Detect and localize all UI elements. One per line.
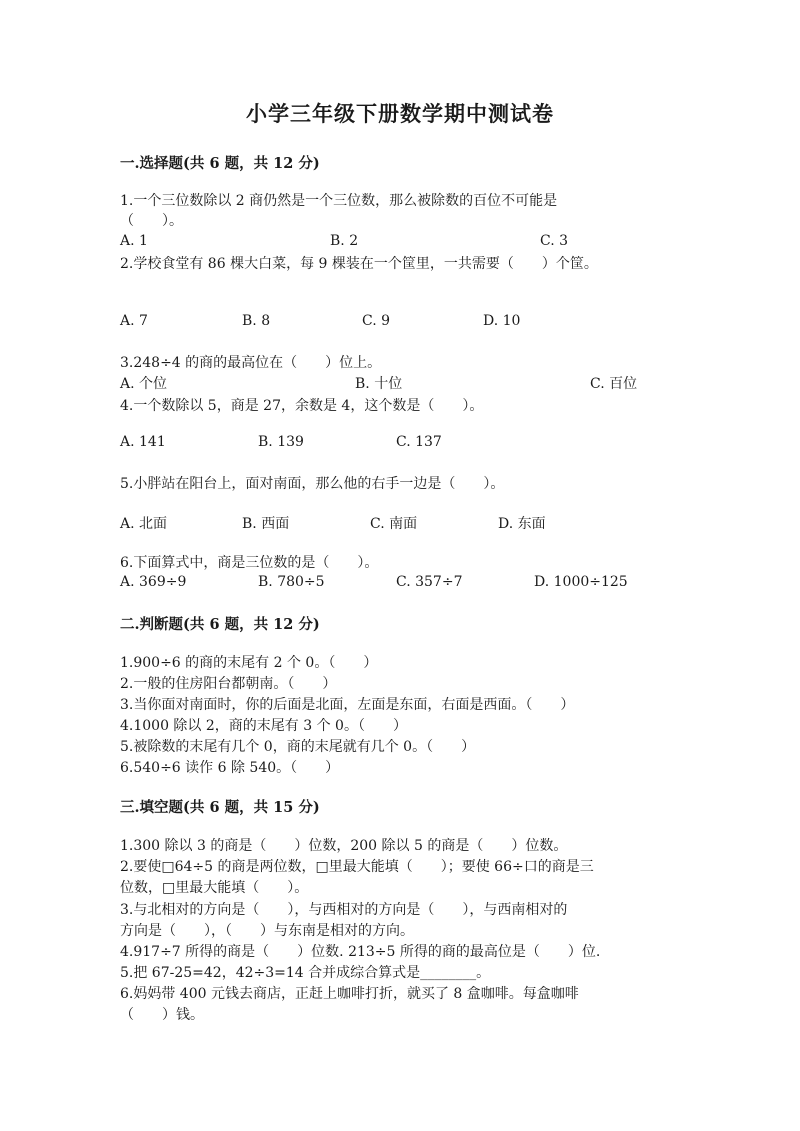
question-5-option-b: B. 西面 bbox=[242, 516, 290, 532]
question-6-option-c: C. 357÷7 bbox=[396, 574, 463, 590]
question-1-text: 1.一个三位数除以 2 商仍然是一个三位数，那么被除数的百位不可能是 bbox=[120, 193, 558, 209]
fill-item-3: 3.与北相对的方向是（ ），与西相对的方向是（ ），与西南相对的 bbox=[120, 902, 568, 918]
question-5-option-a: A. 北面 bbox=[120, 516, 168, 532]
judge-item-4: 4.1000 除以 2，商的末尾有 3 个 0。（ ） bbox=[120, 718, 407, 734]
judge-item-3: 3.当你面对南面时，你的后面是北面，左面是东面，右面是西面。（ ） bbox=[120, 697, 575, 713]
judge-item-2: 2.一般的住房阳台都朝南。（ ） bbox=[120, 676, 337, 692]
fill-item-5: 5.把 67-25=42，42÷3=14 合并成综合算式是________。 bbox=[120, 965, 491, 981]
judge-item-6: 6.540÷6 读作 6 除 540。（ ） bbox=[120, 760, 340, 776]
question-4-text: 4.一个数除以 5，商是 27，余数是 4，这个数是（ ）。 bbox=[120, 398, 484, 414]
judge-item-1: 1.900÷6 的商的末尾有 2 个 0。（ ） bbox=[120, 655, 378, 671]
question-2-option-c: C. 9 bbox=[362, 313, 391, 329]
fill-item-1: 1.300 除以 3 的商是（ ）位数，200 除以 5 的商是（ ）位数。 bbox=[120, 838, 568, 854]
question-6-option-a: A. 369÷9 bbox=[120, 574, 187, 590]
question-1-text-cont: （ ）。 bbox=[120, 213, 183, 229]
section-heading-fill-blank: 三.填空题(共 6 题，共 15 分) bbox=[120, 799, 320, 816]
question-3-text: 3.248÷4 的商的最高位在（ ）位上。 bbox=[120, 355, 382, 371]
question-3-option-b: B. 十位 bbox=[355, 376, 403, 392]
fill-item-6-cont: （ ）钱。 bbox=[120, 1007, 204, 1023]
question-1-option-c: C. 3 bbox=[540, 233, 569, 249]
question-6-text: 6.下面算式中，商是三位数的是（ ）。 bbox=[120, 555, 379, 571]
question-3-option-a: A. 个位 bbox=[120, 376, 168, 392]
fill-item-2-cont: 位数，□里最大能填（ ）。 bbox=[120, 880, 309, 896]
question-2-option-d: D. 10 bbox=[483, 313, 521, 329]
question-5-text: 5.小胖站在阳台上，面对南面，那么他的右手一边是（ ）。 bbox=[120, 476, 505, 492]
question-4-option-a: A. 141 bbox=[120, 434, 166, 450]
fill-item-6: 6.妈妈带 400 元钱去商店，正赶上咖啡打折，就买了 8 盒咖啡。每盒咖啡 bbox=[120, 986, 579, 1002]
question-4-option-b: B. 139 bbox=[258, 434, 304, 450]
judge-item-5: 5.被除数的末尾有几个 0，商的末尾就有几个 0。（ ） bbox=[120, 739, 476, 755]
fill-item-4: 4.917÷7 所得的商是（ ）位数. 213÷5 所得的商的最高位是（ ）位. bbox=[120, 944, 601, 960]
section-heading-true-false: 二.判断题(共 6 题，共 12 分) bbox=[120, 616, 320, 633]
question-6-option-d: D. 1000÷125 bbox=[534, 574, 628, 590]
fill-item-2: 2.要使□64÷5 的商是两位数，□里最大能填（ ）；要使 66÷口的商是三 bbox=[120, 859, 594, 875]
question-1-option-b: B. 2 bbox=[330, 233, 359, 249]
question-5-option-c: C. 南面 bbox=[370, 516, 418, 532]
question-4-option-c: C. 137 bbox=[396, 434, 442, 450]
question-3-option-c: C. 百位 bbox=[590, 376, 638, 392]
question-2-text: 2.学校食堂有 86 棵大白菜，每 9 棵装在一个筐里，一共需要（ ）个筐。 bbox=[120, 256, 598, 272]
question-1-option-a: A. 1 bbox=[120, 233, 148, 249]
page-title: 小学三年级下册数学期中测试卷 bbox=[246, 101, 554, 126]
question-5-option-d: D. 东面 bbox=[498, 516, 546, 532]
fill-item-3-cont: 方向是（ ），（ ）与东南是相对的方向。 bbox=[120, 923, 414, 939]
section-heading-choice: 一.选择题(共 6 题，共 12 分) bbox=[120, 155, 320, 172]
question-2-option-a: A. 7 bbox=[120, 313, 148, 329]
question-6-option-b: B. 780÷5 bbox=[258, 574, 325, 590]
question-2-option-b: B. 8 bbox=[242, 313, 271, 329]
